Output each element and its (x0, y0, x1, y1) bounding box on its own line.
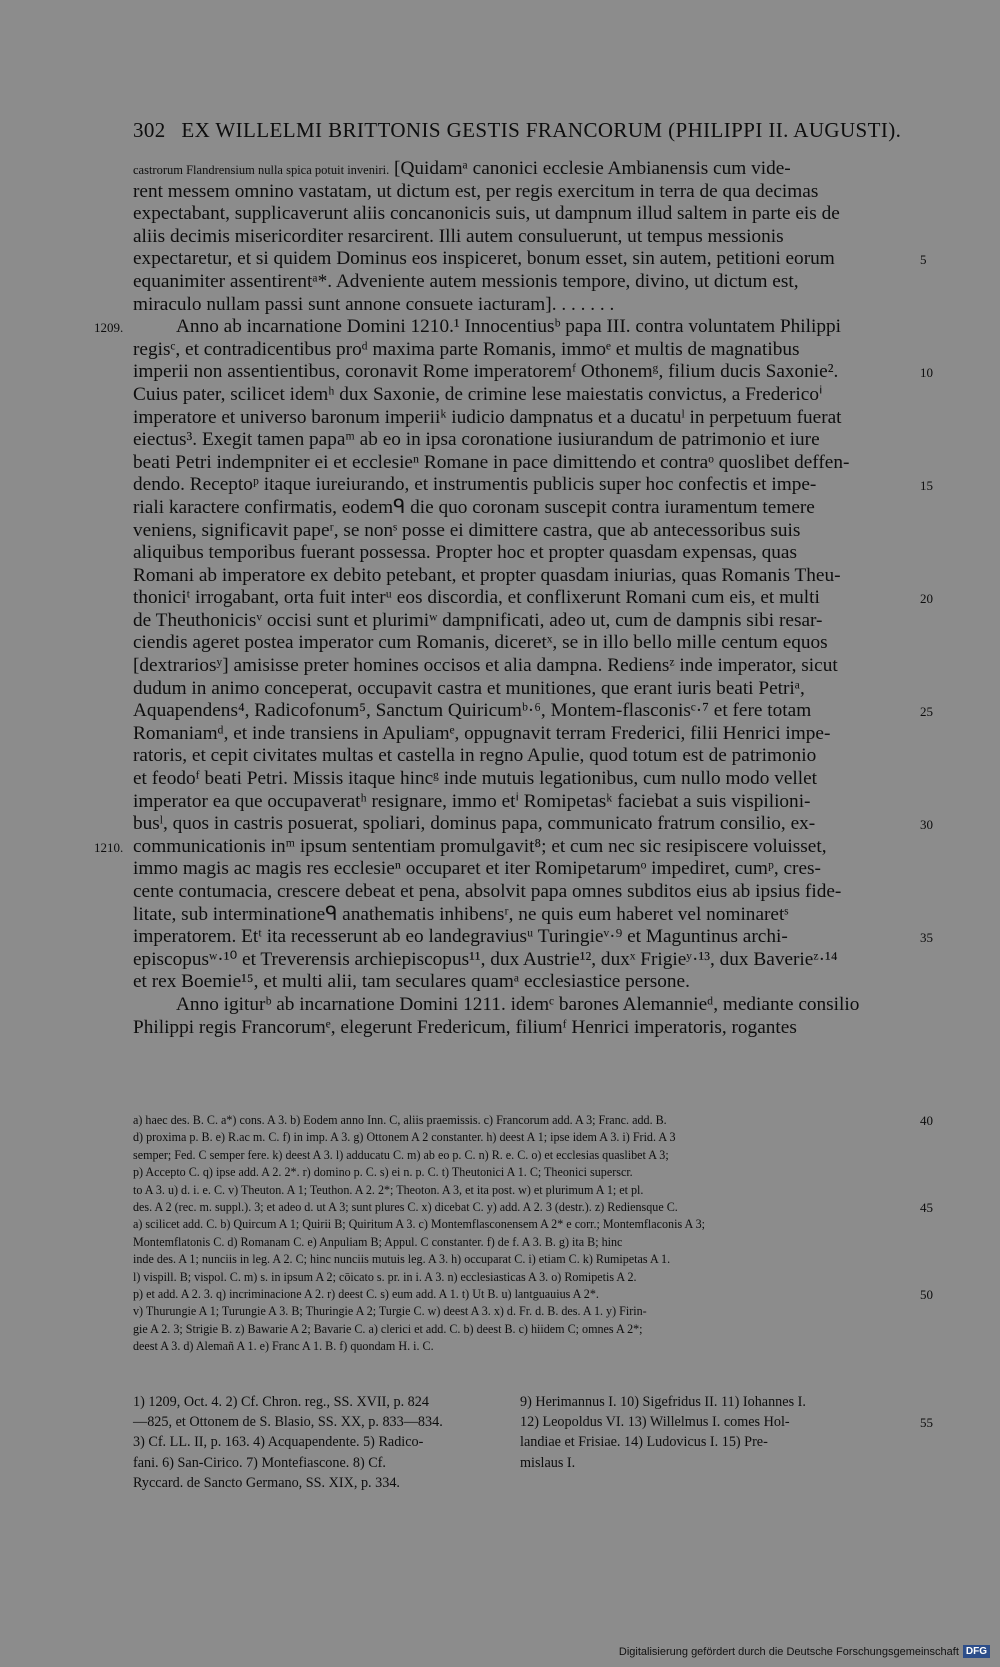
text-line: regisᶜ, et contradicentibus proᵈ maxima parte Romanis, immoᵉ et multis de magnatibus (133, 338, 800, 360)
footnote-line: 3) Cf. LL. II, p. 163. 4) Acquapendente. 5) Radico- (133, 1434, 424, 1451)
footnote-line: fani. 6) San-Cirico. 7) Montefiascone. 8) Cf. (133, 1454, 386, 1471)
text-line: veniens, significavit papeʳ, se nonˢ posse ei dimittere castra, que ab antecessoribus suis (133, 519, 801, 541)
footnote-line: mislaus I. (520, 1454, 576, 1471)
footnote-line: 9) Herimannus I. 10) Sigefridus II. 11) Iohannes I. (520, 1394, 806, 1410)
text-line (133, 158, 913, 181)
line-number: 30 (920, 817, 933, 833)
margin-year: 1209. (94, 320, 124, 336)
line-number: 5 (920, 252, 927, 268)
apparatus-line: p) Accepto C. q) ipse add. A 2. 2*. r) domino p. C. s) ei n. p. C. t) Theutonici A 1. C; Theonici superscr. (133, 1165, 633, 1180)
text-line: communicationis inᵐ ipsum sententiam promulgavit⁸; et cum nec sic resipiscere voluisset, (133, 835, 827, 857)
text-line: et feodoᶠ beati Petri. Missis itaque hincᵍ inde mutuis legationibus, cum nullo modo vellet (133, 768, 818, 790)
footnote-line: —825, et Ottonem de S. Blasio, SS. XX, p. 833—834. (133, 1414, 443, 1431)
text-line: dudum in animo conceperat, occupavit castra et munitiones, que erant iuris beati Petriᵃ, (133, 677, 805, 699)
apparatus-line: inde des. A 1; nunciis in leg. A 2. C; hinc nunciis mutuis leg. A 3. h) occuparat C. i) etiam C. k) Rumipetas A 1. (133, 1252, 671, 1267)
apparatus-line: l) vispill. B; vispol. C. m) s. in ipsum A 2; cōicato s. pr. in i. A 3. n) ecclesiasticas A 3. o) Romipetis A 2. (133, 1269, 637, 1284)
text-line: imperator ea que occupaveratʰ resignare, immo etⁱ Romipetasᵏ faciebat a suis vispilioni- (133, 790, 811, 812)
text-line: eiectus³. Exegit tamen papaᵐ ab eo in ipsa coronatione iusiurandum de patrimonio et iure (133, 429, 820, 451)
running-header (133, 118, 902, 143)
line-lead-small: castrorum Flandrensium nulla spica potuit inveniri. (133, 163, 390, 177)
text-line: Philippi regis Francorumᵉ, elegerunt Fredericum, filiumᶠ Henrici imperatoris, rogantes (133, 1016, 797, 1038)
text-line: Romaniamᵈ, et inde transiens in Apuliamᵉ, oppugnavit terram Frederici, filii Henrici impe- (133, 722, 831, 744)
text-line: [dextrariosʸ] amisisse preter homines occisos et alia dampna. Rediensᶻ inde imperator, sicut (133, 655, 838, 677)
text-line: beati Petri indempniter ei et ecclesieⁿ Romane in pace dimittendo et contraᵒ quoslibet deffen- (133, 451, 850, 473)
line-number: 40 (920, 1113, 933, 1128)
running-title: EX WILLELMI BRITTONIS GESTIS FRANCORUM (PHILIPPI II. AUGUSTI). (181, 118, 902, 142)
footnote-line: Ryccard. de Sancto Germano, SS. XIX, p. 334. (133, 1474, 400, 1491)
text-line: expectabant, supplicaverunt aliis concanonicis suis, ut dampnum illud saltem in parte eis de (133, 203, 840, 225)
apparatus-line: semper; Fed. C semper fere. k) deest A 3. l) adducatu C. m) ab eo p. C. n) R. e. C. o) et ecclesias quaslibet A 3; (133, 1147, 669, 1162)
line-number: 20 (920, 591, 933, 607)
line-number: 10 (920, 365, 933, 381)
text-line: miraculo nullam passi sunt annone consuete iacturam]. . . . . . . (133, 293, 615, 315)
footnotes-right-column (520, 1392, 915, 1473)
text-line: aliquibus temporibus fuerant possessa. Propter hoc et propter quasdam expensas, quas (133, 542, 797, 564)
text-line: Anno igiturᵇ ab incarnatione Domini 1211. idemᶜ barones Alemannieᵈ, mediante consilio (176, 993, 860, 1015)
footnote-line: 12) Leopoldus VI. 13) Willelmus I. comes Hol- (520, 1414, 790, 1431)
footnote-line: landiae et Frisiae. 14) Ludovicus I. 15) Pre- (520, 1434, 768, 1451)
text-line: dendo. Receptoᵖ itaque iureiurando, et instrumentis publicis super hoc confectis et impe- (133, 474, 817, 496)
dfg-logo: DFG (963, 1645, 990, 1658)
line-number: 55 (920, 1415, 933, 1431)
text-line: busˡ, quos in castris posuerat, spoliari, dominus papa, communicato fratrum consilio, ex- (133, 813, 816, 835)
apparatus-line: Montemflatonis C. d) Romanam C. e) Anpuliam B; Appul. C constanter. f) de f. A 3. B. g) ita B; hinc (133, 1234, 623, 1249)
apparatus-line: deest A 3. d) Alemañ A 1. e) Franc A 1. B. f) quondam H. i. C. (133, 1339, 434, 1354)
text-line: imperii non assentientibus, coronavit Rome imperatoremᶠ Othonemᵍ, filium ducis Saxonie². (133, 361, 839, 383)
line-number: 50 (920, 1287, 933, 1302)
apparatus-line: p) et add. A 2. 3. q) incriminacione A 2. r) deest C. s) eum add. A 1. t) Ut B. u) lantguauius A 2*. (133, 1286, 599, 1301)
text-line: Aquapendens⁴, Radicofonum⁵, Sanctum Quiricumᵇ·⁶, Montem-flasconisᶜ·⁷ et fere totam (133, 700, 812, 722)
text-line: litate, sub interminationeᑫ anathematis inhibensʳ, ne quis eum haberet vel nominaretˢ (133, 903, 789, 925)
line-number: 45 (920, 1200, 933, 1215)
text-line: rent messem omnino vastatam, ut dictum est, per regis exercitum in terra de qua decimas (133, 180, 819, 202)
text-line: riali karactere confirmatis, eodemᑫ die quo coronam suscepit contra iuramentum temere (133, 496, 815, 518)
apparatus-line: a) haec des. B. C. a*) cons. A 3. b) Eodem anno Inn. C, aliis praemissis. c) Francorum add. A 3; Franc. add. B. (133, 1113, 667, 1127)
text-line: Anno ab incarnatione Domini 1210.¹ Innocentiusᵇ papa III. contra voluntatem Philippi (176, 316, 842, 338)
text-line: de Theuthonicisᵛ occisi sunt et plurimiʷ dampnificati, adeo ut, cum de dampnis sibi resar- (133, 609, 823, 631)
apparatus-line: d) proxima p. B. e) R.ac m. C. f) in imp. A 3. g) Ottonem A 2 constanter. h) deest A 1; ipse idem A 3. i) Frid. A 3 (133, 1130, 676, 1145)
page-number: 302 (133, 118, 166, 142)
text-line: equanimiter assentirentᵃ*. Adveniente autem messionis tempore, divino, ut dictum est, (133, 270, 799, 292)
text-line: expectaretur, et si quidem Dominus eos inspiceret, bonum esset, sin autem, petitioni eorum (133, 248, 835, 270)
text-line: immo magis ac magis res ecclesieⁿ occuparet et iter Romipetarumᵒ impediret, cumᵖ, cres- (133, 858, 821, 880)
line-number: 15 (920, 478, 933, 494)
text-line: Romani ab imperatore ex debito petebant, et propter quasdam iniurias, quas Romanis Theu- (133, 564, 841, 586)
text-line: thoniciᵗ irrogabant, orta fuit interᵘ eos discordia, et conflixerunt Romani cum eis, et multi (133, 587, 820, 609)
margin-year: 1210. (94, 840, 124, 855)
critical-apparatus (133, 1112, 918, 1355)
line-rest: [Quidamᵃ canonici ecclesie Ambianensis cum vide- (389, 158, 791, 179)
footnotes-left-column (133, 1392, 513, 1493)
apparatus-line: v) Thurungie A 1; Turungie A 3. B; Thuringie A 2; Turgie C. w) deest A 3. x) d. Fr. d. B. des. A 1. y) Firin- (133, 1304, 647, 1319)
apparatus-line: gie A 2. 3; Strigie B. z) Bawarie A 2; Bavarie C. a) clerici et add. C. b) deest B. c) hiidem C; omnes A 2*; (133, 1321, 643, 1336)
apparatus-line: des. A 2 (rec. m. suppl.). 3; et adeo d. ut A 3; sunt plures C. x) dicebat C. y) add. A 2. 3 (destr.). z) Rediensque C. (133, 1199, 678, 1214)
apparatus-line: a) scilicet add. C. b) Quircum A 1; Quirii B; Quiritum A 3. c) Montemflasconensem A 2* e corr.; Montemflaconis A 3; (133, 1217, 706, 1232)
text-line: cente contumacia, crescere debeat et pena, absolvit papa omnes subditos eius ab ipsius fide- (133, 881, 842, 902)
main-text (133, 158, 913, 1039)
text-line: imperatorem. Etᵗ ita recesserunt ab eo landegraviusᵘ Turingieᵛ·⁹ et Maguntinus archi- (133, 926, 788, 948)
text-line: imperatore et universo baronum imperiiᵏ iudicio dampnatus et a ducatuˡ in perpetuum fuerat (133, 406, 842, 428)
apparatus-line: to A 3. u) d. i. e. C. v) Theuton. A 1; Teuthon. A 2. 2*; Theoton. A 3, et ita post. w) et plurimum A 1; et pl. (133, 1182, 644, 1197)
text-line: episcopusʷ·¹⁰ et Treverensis archiepiscopus¹¹, dux Austrie¹², duxˣ Frigieʸ·¹³, dux Baverieᶻ·¹⁴ (133, 948, 838, 970)
text-line: aliis decimis misericorditer resarcirent. Illi autem consuluerunt, ut tempus messionis (133, 225, 784, 247)
text-line: et rex Boemie¹⁵, et multi alii, tam seculares quamᵃ ecclesiastice persone. (133, 971, 690, 993)
line-number: 35 (920, 930, 933, 946)
credit-text: Digitalisierung gefördert durch die Deutsche Forschungsgemeinschaft (618, 1645, 959, 1658)
digitization-credit (619, 1645, 990, 1658)
text-line: ciendis ageret postea imperator cum Romanis, diceretˣ, se in illo bello mille centum equos (133, 632, 828, 654)
text-line: Cuius pater, scilicet idemʰ dux Saxonie, de crimine lese maiestatis convictus, a Fredericoⁱ (133, 383, 823, 405)
text-line: ratoris, et cepit civitates multas et castella in regno Apulie, quod totum est de patrimonio (133, 745, 817, 767)
footnote-line: 1) 1209, Oct. 4. 2) Cf. Chron. reg., SS. XVII, p. 824 (133, 1394, 429, 1410)
line-number: 25 (920, 704, 933, 720)
